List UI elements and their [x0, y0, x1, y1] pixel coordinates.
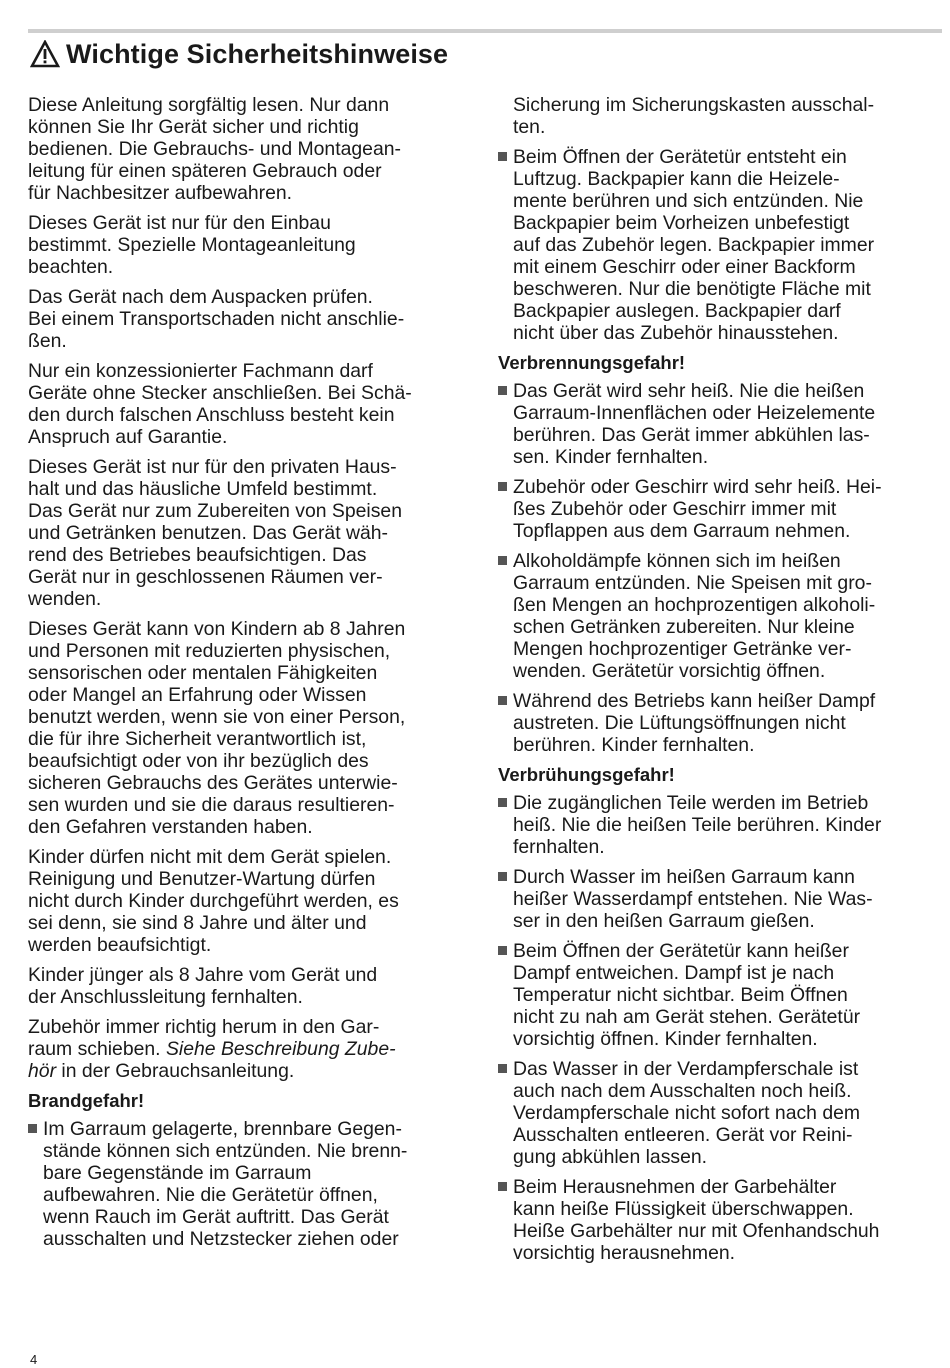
- square-bullet-icon: [498, 152, 507, 161]
- square-bullet-icon: [498, 386, 507, 395]
- paragraph-children-persons: [28, 618, 472, 838]
- text-line: heißer Wasserdampf entstehen. Nie Was-: [513, 888, 873, 910]
- text-line: nicht durch Kinder durchgeführt werden, es: [28, 890, 399, 912]
- text-line: der Anschlussleitung fernhalten.: [28, 986, 303, 1008]
- text-line: [28, 1060, 472, 1082]
- text-line: sicheren Gebrauchs des Gerätes unterwie-: [28, 772, 398, 794]
- text-line: leitung für einen späteren Gebrauch oder: [28, 160, 382, 182]
- text-line: kann heiße Flüssigkeit überschwappen.: [513, 1198, 854, 1220]
- text-line: bestimmt. Spezielle Montageanleitung: [28, 234, 356, 256]
- text-line: Alkoholdämpfe können sich im heißen: [513, 550, 841, 572]
- text-line: sen wurden und sie die daraus resultieren-: [28, 794, 395, 816]
- text-line: vorsichtig öffnen. Kinder fernhalten.: [513, 1028, 818, 1050]
- text-line: Temperatur nicht sichtbar. Beim Öffnen: [513, 984, 848, 1006]
- text-line: werden beaufsichtigt.: [28, 934, 212, 956]
- paragraph-accessories: [28, 1016, 472, 1082]
- text-line: ten.: [513, 116, 546, 138]
- text-line: Beim Öffnen der Gerätetür entsteht ein: [513, 146, 847, 168]
- list-item-continuation: [498, 94, 942, 138]
- text-line: beaufsichtigt oder von ihr bezüglich des: [28, 750, 369, 772]
- square-bullet-icon: [498, 1182, 507, 1191]
- page-title-text: Wichtige Sicherheitshinweise: [66, 38, 449, 69]
- text-line: Kinder jünger als 8 Jahre vom Gerät und: [28, 964, 378, 986]
- text-line: beachten.: [28, 256, 114, 278]
- paragraph-instructions: [28, 94, 472, 204]
- square-bullet-icon: [498, 482, 507, 491]
- text-line: beschweren. Nur die benötigte Fläche mit: [513, 278, 871, 300]
- text-line: berühren. Kinder fernhalten.: [513, 734, 755, 756]
- text-line: Heiße Garbehälter nur mit Ofenhandschuh: [513, 1220, 880, 1242]
- reference-link-text: Siehe Beschreibung Zube-: [165, 1038, 396, 1060]
- text-line: Durch Wasser im heißen Garraum kann: [513, 866, 855, 888]
- text-line: Topflappen aus dem Garraum nehmen.: [513, 520, 851, 542]
- text-line: Im Garraum gelagerte, brennbare Gegen-: [43, 1118, 402, 1140]
- text-line: fernhalten.: [513, 836, 605, 858]
- list-item: [498, 1058, 942, 1168]
- list-item: [498, 866, 942, 932]
- text-line: auf das Zubehör legen. Backpapier immer: [513, 234, 875, 256]
- page-number: 4: [30, 1352, 38, 1367]
- text-line: berühren. Das Gerät immer abkühlen las-: [513, 424, 870, 446]
- text-line: sei denn, sie sind 8 Jahre und älter und: [28, 912, 367, 934]
- text-line: mit einem Geschirr oder einer Backform: [513, 256, 856, 278]
- text-line: Dampf entweichen. Dampf ist je nach: [513, 962, 835, 984]
- text-line: und Personen mit reduzierten physischen,: [28, 640, 391, 662]
- page-title: [30, 36, 448, 72]
- right-column: [498, 94, 942, 1272]
- text-line: Die zugänglichen Teile werden im Betrieb: [513, 792, 869, 814]
- text-line: den Gefahren verstanden haben.: [28, 816, 313, 838]
- text-line: Das Gerät nur zum Zubereiten von Speisen: [28, 500, 402, 522]
- text-line: austreten. Die Lüftungsöffnungen nicht: [513, 712, 846, 734]
- text-line: [28, 1038, 472, 1060]
- text-line: Beim Herausnehmen der Garbehälter: [513, 1176, 837, 1198]
- text-line: Backpapier beim Vorheizen unbefestigt: [513, 212, 850, 234]
- paragraph-children-under-8: [28, 964, 472, 1008]
- list-item: [498, 792, 942, 858]
- text-line: können Sie Ihr Gerät sicher und richtig: [28, 116, 359, 138]
- square-bullet-icon: [498, 798, 507, 807]
- text-line: halt und das häusliche Umfeld bestimmt.: [28, 478, 378, 500]
- text-line: Nur ein konzessionierter Fachmann darf: [28, 360, 373, 382]
- text-line: Verdampferschale nicht sofort nach dem: [513, 1102, 861, 1124]
- text-line: Garraum-Innenflächen oder Heizelemente: [513, 402, 876, 424]
- square-bullet-icon: [498, 1064, 507, 1073]
- text-line: Während des Betriebs kann heißer Dampf: [513, 690, 876, 712]
- text-line: Das Gerät nach dem Auspacken prüfen.: [28, 286, 373, 308]
- text-line: vorsichtig herausnehmen.: [513, 1242, 736, 1264]
- list-item: [498, 380, 942, 468]
- text-line: Mengen hochprozentiger Getränke ver-: [513, 638, 852, 660]
- text-line: ausschalten und Netzstecker ziehen oder: [43, 1228, 399, 1250]
- text-line: Dieses Gerät ist nur für den Einbau: [28, 212, 331, 234]
- square-bullet-icon: [498, 556, 507, 565]
- text-line: ßen.: [28, 330, 67, 352]
- text-line: gung abkühlen lassen.: [513, 1146, 708, 1168]
- text-line: die für ihre Sicherheit verantwortlich ist,: [28, 728, 367, 750]
- list-item: [498, 940, 942, 1050]
- text-run: raum schieben.: [28, 1038, 166, 1060]
- text-line: auch nach dem Ausschalten noch heiß.: [513, 1080, 852, 1102]
- text-line: bedienen. Die Gebrauchs- und Montagean-: [28, 138, 401, 160]
- left-column: [28, 94, 472, 1258]
- text-line: Dieses Gerät kann von Kindern ab 8 Jahren: [28, 618, 406, 640]
- reference-link-text: hör: [28, 1060, 57, 1082]
- text-line: Garraum entzünden. Nie Speisen mit gro-: [513, 572, 872, 594]
- list-item: [498, 1176, 942, 1264]
- text-line: und Getränken benutzen. Das Gerät wäh-: [28, 522, 389, 544]
- text-line: für Nachbesitzer aufbewahren.: [28, 182, 293, 204]
- square-bullet-icon: [498, 946, 507, 955]
- paragraph-connection: [28, 360, 472, 448]
- text-line: mente berühren und sich entzünden. Nie: [513, 190, 864, 212]
- text-line: nicht zu nah am Gerät stehen. Gerätetür: [513, 1006, 861, 1028]
- text-line: Backpapier auslegen. Backpapier darf: [513, 300, 841, 322]
- text-line: ßen Mengen an hochprozentigen alkoholi-: [513, 594, 876, 616]
- text-line: rend des Betriebes beaufsichtigen. Das: [28, 544, 367, 566]
- text-line: Dieses Gerät ist nur für den privaten Haus-: [28, 456, 397, 478]
- text-line: Anspruch auf Garantie.: [28, 426, 228, 448]
- warning-triangle-icon: [30, 40, 60, 68]
- square-bullet-icon: [498, 872, 507, 881]
- text-line: bare Gegenstände im Garraum: [43, 1162, 312, 1184]
- text-line: wenden.: [28, 588, 102, 610]
- text-line: Das Gerät wird sehr heiß. Nie die heißen: [513, 380, 865, 402]
- list-item: [498, 550, 942, 682]
- text-line: sensorischen oder mentalen Fähigkeiten: [28, 662, 378, 684]
- text-line: Beim Öffnen der Gerätetür kann heißer: [513, 940, 849, 962]
- text-line: nicht über das Zubehör hinausstehen.: [513, 322, 839, 344]
- text-line: Sicherung im Sicherungskasten ausschal-: [513, 94, 875, 116]
- text-line: sen. Kinder fernhalten.: [513, 446, 709, 468]
- square-bullet-icon: [498, 696, 507, 705]
- text-line: Zubehör oder Geschirr wird sehr heiß. Hei-: [513, 476, 882, 498]
- list-item: [498, 476, 942, 542]
- text-line: stände können sich entzünden. Nie brenn-: [43, 1140, 408, 1162]
- text-line: heiß. Nie die heißen Teile berühren. Kinder: [513, 814, 882, 836]
- section-heading-scald: Verbrühungsgefahr!: [498, 764, 675, 785]
- paragraph-unpacking: [28, 286, 472, 352]
- text-line: ser in den heißen Garraum gießen.: [513, 910, 815, 932]
- text-line: Gerät nur in geschlossenen Räumen ver-: [28, 566, 383, 588]
- text-line: Diese Anleitung sorgfältig lesen. Nur dann: [28, 94, 390, 116]
- text-run: in der Gebrauchsanleitung.: [56, 1060, 295, 1082]
- text-line: Das Wasser in der Verdampferschale ist: [513, 1058, 859, 1080]
- text-line: benutzt werden, wenn sie von einer Person,: [28, 706, 406, 728]
- text-line: Ausschalten entleeren. Gerät vor Reini-: [513, 1124, 853, 1146]
- paragraph-children-play: [28, 846, 472, 956]
- list-item: [498, 690, 942, 756]
- text-line: Luftzug. Backpapier kann die Heizele-: [513, 168, 840, 190]
- section-heading-fire: Brandgefahr!: [28, 1090, 145, 1111]
- text-line: wenden. Gerätetür vorsichtig öffnen.: [513, 660, 826, 682]
- text-line: wenn Rauch im Gerät auftritt. Das Gerät: [43, 1206, 389, 1228]
- text-line: Zubehör immer richtig herum in den Gar-: [28, 1016, 380, 1038]
- text-line: Bei einem Transportschaden nicht anschlie-: [28, 308, 405, 330]
- text-line: ßes Zubehör oder Geschirr immer mit: [513, 498, 837, 520]
- header-rule: [28, 29, 942, 33]
- text-line: Geräte ohne Stecker anschließen. Bei Schä-: [28, 382, 412, 404]
- text-line: Reinigung und Benutzer-Wartung dürfen: [28, 868, 376, 890]
- section-heading-burn: Verbrennungsgefahr!: [498, 352, 686, 373]
- list-item: [28, 1118, 472, 1250]
- square-bullet-icon: [28, 1124, 37, 1133]
- text-line: Kinder dürfen nicht mit dem Gerät spielen.: [28, 846, 392, 868]
- text-line: den durch falschen Anschluss besteht kein: [28, 404, 395, 426]
- list-item: [498, 146, 942, 344]
- text-line: oder Mangel an Erfahrung oder Wissen: [28, 684, 367, 706]
- text-line: aufbewahren. Nie die Gerätetür öffnen,: [43, 1184, 378, 1206]
- paragraph-household-use: [28, 456, 472, 610]
- paragraph-installation: [28, 212, 472, 278]
- text-line: schen Getränken zubereiten. Nur kleine: [513, 616, 855, 638]
